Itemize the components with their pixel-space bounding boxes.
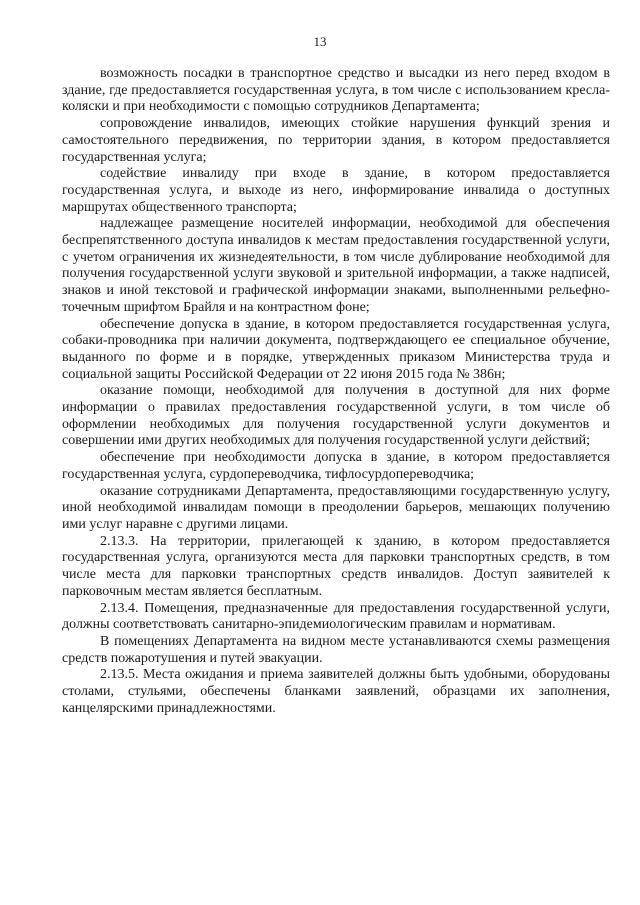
paragraph-evacuation-schemes: В помещениях Департамента на видном месте устанавливаются схемы размещения средств пожаротушения и путей эвакуации. bbox=[62, 633, 610, 666]
paragraph-staff-help: оказание сотрудниками Департамента, предоставляющими государственную услугу, иной необходимой инвалидам помощи в преодолении барьеров, мешающих получению ими услуг наравне с другими лицами. bbox=[62, 483, 610, 532]
paragraph-escort: сопровождение инвалидов, имеющих стойкие нарушения функций зрения и самостоятельного передвижения, по территории здания, в котором предоставляется государственная услуга; bbox=[62, 116, 610, 165]
paragraph-entry-assistance: содействие инвалиду при входе в здание, в котором предоставляется государственная услуга, и выходе из него, информирование инвалида о доступных маршрутах общественного транспорта; bbox=[62, 166, 610, 215]
page-number: 13 bbox=[313, 34, 327, 49]
paragraph-sign-interpreter: обеспечение при необходимости допуска в здание, в котором предоставляется государственная услуга, сурдопереводчика, тифлосурдопереводчика; bbox=[62, 450, 610, 482]
paragraph-guide-dog: обеспечение допуска в здание, в котором предоставляется государственная услуга, собаки-проводника при наличии документа, подтверждающего ее специальное обучение, выданного по форме и в порядке, утвержденных приказом Министерства труда и социальной защиты Российской Федерации от 22 июня 2015 года № 386н; bbox=[62, 316, 610, 382]
paragraph-information-placement: надлежащее размещение носителей информации, необходимой для обеспечения беспрепятственного доступа инвалидов к местам предоставления государственной услуги, с учетом ограничения их жизнедеятельности, в том числе дублирование необходимой для получения государственной услуги звуковой и зрительной информации, а также надписей, знаков и иной текстовой и графической информации знаками, выполненными рельефно-точечным шрифтом Брайля и на контрастном фоне; bbox=[62, 216, 610, 315]
paragraph-information-help: оказание помощи, необходимой для получения в доступной для них форме информации о правилах предоставления государственной услуги, в том числе об оформлении необходимых для получения государственной услуги документов и совершении ими других необходимых для получения государственной услуги действий; bbox=[62, 383, 610, 449]
paragraph-boarding-assistance: возможность посадки в транспортное средство и высадки из него перед входом в здание, где предоставляется государственная услуга, в том числе с использованием кресла-коляски и при необходимости с помощью сотрудников Департамента; bbox=[62, 66, 610, 115]
paragraph-section-2-13-5: 2.13.5. Места ожидания и приема заявителей должны быть удобными, оборудованы столами, стульями, обеспечены бланками заявлений, образцами их заполнения, канцелярскими принадлежностями. bbox=[62, 667, 610, 716]
paragraph-section-2-13-3: 2.13.3. На территории, прилегающей к зданию, в котором предоставляется государственная услуга, организуются места для парковки транспортных средств, в том числе места для парковки транспортных средств инвалидов. Доступ заявителей к парковочным местам является бесплатным. bbox=[62, 533, 610, 599]
paragraph-section-2-13-4: 2.13.4. Помещения, предназначенные для предоставления государственной услуги, должны соответствовать санитарно-эпидемиологическим правилам и нормативам. bbox=[62, 600, 610, 633]
document-body bbox=[62, 66, 610, 717]
